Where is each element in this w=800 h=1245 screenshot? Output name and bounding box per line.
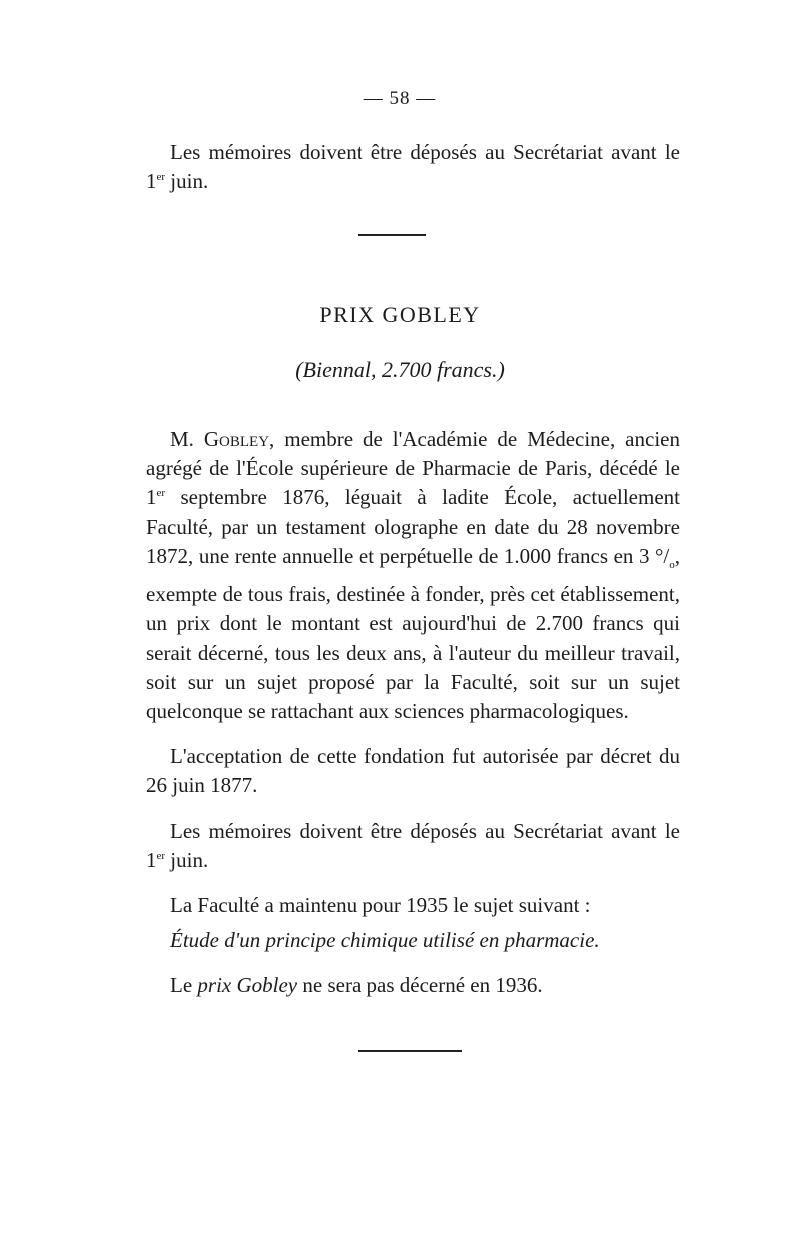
divider-bottom xyxy=(358,1050,462,1052)
prize-title: PRIX GOBLEY xyxy=(319,302,481,327)
intro-text: Les mémoires doivent être déposés au Secrétariat avant le 1 xyxy=(146,140,680,194)
intro-paragraph xyxy=(146,138,680,196)
paragraph-part3: , exempte de tous frais, destinée à fonder, près cet établissement, un prix dont le montant est aujourd'hui de 2.700 francs qui serait décerné, tous les deux ans, à l'auteur du meilleur travail, soit sur un sujet proposé par la Faculté, soit sur un sujet quelconque se rattachant aux sciences pharmacologiques. xyxy=(146,543,680,724)
intro-text-end: juin. xyxy=(165,169,209,194)
page-number: — 58 — xyxy=(363,88,437,109)
paragraph-part2: septembre 1876, léguait à ladite École, actuellement Faculté, par un testament olographe en date du 28 novembre 1872, une rente annuelle et perpétuelle de 1.000 francs en 3 °/ xyxy=(146,485,680,568)
paragraph-subject: La Faculté a maintenu pour 1935 le sujet suivant : xyxy=(170,893,591,918)
paragraph-lead: M. xyxy=(170,427,204,451)
subject-title: Étude d'un principe chimique utilisé en pharmacie. xyxy=(170,928,600,953)
paragraph-donation xyxy=(146,425,680,726)
not-awarded-text: ne sera pas décerné en 1936. xyxy=(297,973,543,998)
divider-top xyxy=(358,234,426,236)
paragraph-not-awarded xyxy=(146,971,680,1000)
body-block xyxy=(146,425,680,1001)
percent-subscript: o xyxy=(669,559,675,571)
paragraph-acceptance: L'acceptation de cette fondation fut autorisée par décret du 26 juin 1877. xyxy=(146,744,680,798)
deadline-text: Les mémoires doivent être déposés au Secrétariat avant le 1 xyxy=(146,818,680,872)
intro-superscript: er xyxy=(156,171,166,184)
not-awarded-lead: Le xyxy=(170,973,198,998)
intro-block xyxy=(146,138,680,196)
donor-name: Gobley xyxy=(203,427,270,451)
date-superscript: er xyxy=(156,487,166,500)
deadline-superscript: er xyxy=(156,849,166,862)
prize-subtitle: (Biennal, 2.700 francs.) xyxy=(295,357,505,382)
paragraph-part1: , membre de l'Académie de Médecine, ancien agrégé de l'École supérieure de Pharmacie de Paris, décédé le 1 xyxy=(146,427,680,510)
paragraph-deadline xyxy=(146,817,680,875)
prize-name-italic: prix Gobley xyxy=(197,973,298,998)
deadline-text-end: juin. xyxy=(165,847,209,872)
